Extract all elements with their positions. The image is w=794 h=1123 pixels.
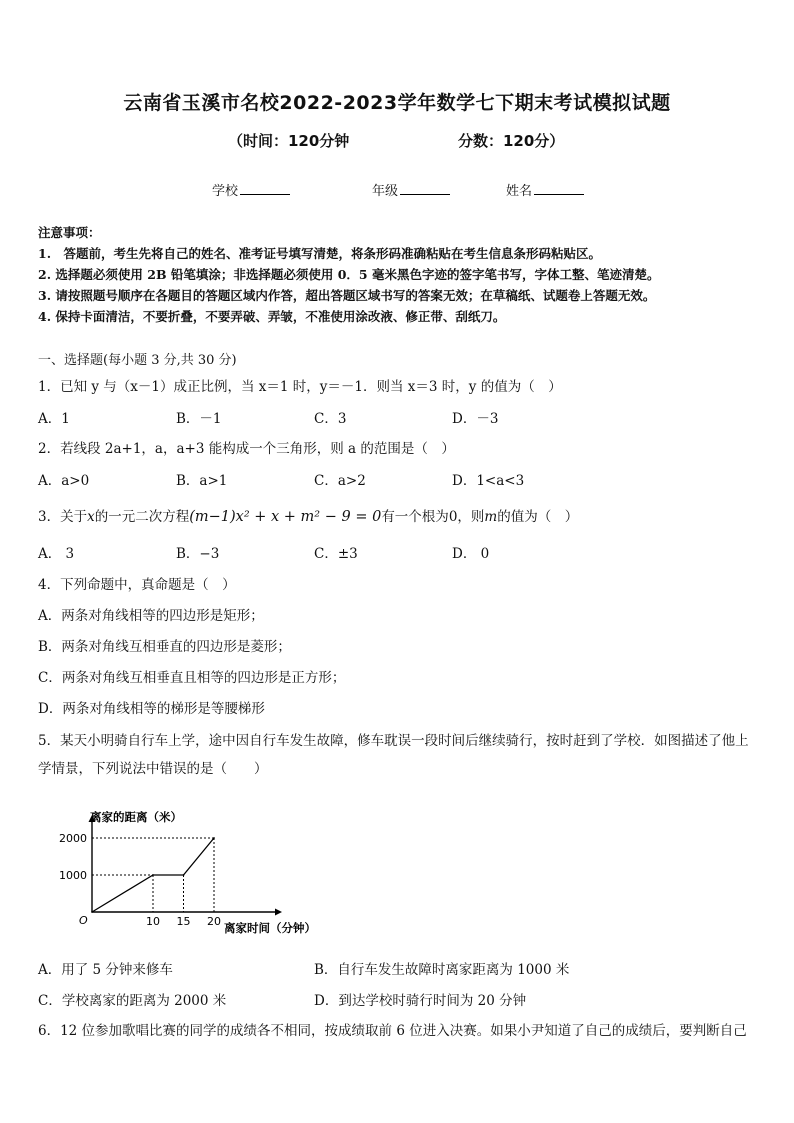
y-tick-label: 1000 [59,869,87,882]
grade-field[interactable] [372,180,450,199]
q3-equation: (m−1)x² + x + m² − 9 = 0 [189,509,382,525]
exam-title: 云南省玉溪市名校2022-2023学年数学七下期末考试模拟试题 [123,92,671,114]
question-3-stem [38,505,578,525]
notes-block [38,222,758,327]
question-6-stem: 6．12 位参加歌唱比赛的同学的成绩各不相同，按成绩取前 6 位进入决赛。如果小尹知道了自己的成绩后，要判断自己 [38,1023,747,1039]
question-2-stem: 2．若线段 2a+1，a，a+3 能构成一个三角形，则 a 的范围是（ ） [38,441,455,457]
notes-heading: 注意事项： [38,225,101,240]
x-axis-label: 离家时间（分钟） [224,921,316,935]
q1-option-b[interactable]: B．－1 [176,411,222,427]
q3-stem-part: ，则 [457,509,485,525]
q4-option-d[interactable]: D．两条对角线相等的梯形是等腰梯形 [38,701,265,717]
q3-option-d[interactable]: D． 0 [452,546,490,562]
q2-option-b[interactable]: B．a>1 [176,473,228,489]
note-item: 4. 保持卡面清洁，不要折叠，不要弄破、弄皱，不准使用涂改液、修正带、刮纸刀。 [38,309,506,324]
grade-blank[interactable] [400,182,450,195]
q5-option-b[interactable]: B．自行车发生故障时离家距离为 1000 米 [314,962,570,978]
school-label: 学校 [212,184,239,199]
q3-stem-part: 的值为（ ） [497,509,579,525]
q1-option-d[interactable]: D．－3 [452,411,499,427]
q5-option-d[interactable]: D．到达学校时骑行时间为 20 分钟 [314,993,527,1009]
distance-time-graph [50,800,350,935]
question-5-stem: 5．某天小明骑自行车上学，途中因自行车发生故障，修车耽误一段时间后继续骑行，按时赶到了学校．如图描述了他上学情景，下列说法中错误的是（ ） [38,733,749,777]
q4-option-a[interactable]: A．两条对角线相等的四边形是矩形； [38,608,264,624]
data-point [91,911,93,913]
data-point [183,874,185,876]
grade-label: 年级 [372,184,399,199]
q2-option-d[interactable]: D．1<a<3 [452,473,525,489]
x-tick-label: 10 [146,915,160,928]
school-field[interactable] [212,180,290,199]
y-axis-label: 离家的距离（米） [90,810,182,824]
question-1-stem: 1．已知 y 与（x－1）成正比例，当 x＝1 时，y＝－1．则当 x＝3 时，y 的值为（ ） [38,379,562,395]
q3-option-b[interactable]: B．−3 [176,546,220,562]
origin-label: O [79,914,88,927]
q3-var-m: m [484,509,498,525]
q1-option-a[interactable]: A．1 [38,411,70,427]
x-tick-label: 20 [207,915,221,928]
q3-var-x: x [87,509,95,525]
q3-option-c[interactable]: C．±3 [314,546,358,562]
school-blank[interactable] [240,182,290,195]
q2-option-a[interactable]: A．a>0 [38,473,90,489]
exam-score: 分数：120分） [458,132,565,150]
data-point [152,874,154,876]
x-axis-arrow [275,909,282,916]
section-heading: 一、选择题(每小题 3 分,共 30 分) [38,353,237,368]
name-blank[interactable] [534,182,584,195]
note-item: 3. 请按照题号顺序在各题目的答题区域内作答，超出答题区域书写的答案无效；在草稿纸、试题卷上答题无效。 [38,288,656,303]
q4-option-c[interactable]: C．两条对角线互相垂直且相等的四边形是正方形； [38,670,346,686]
q3-root-zero: 0 [448,509,458,525]
q1-option-c[interactable]: C．3 [314,411,347,427]
question-4-stem: 4．下列命题中，真命题是（ ） [38,577,236,593]
q2-option-c[interactable]: C．a>2 [314,473,366,489]
note-item: 2. 选择题必须使用 2B 铅笔填涂；非选择题必须使用 0．5 毫米黑色字迹的签字笔书写，字体工整、笔迹清楚。 [38,267,660,282]
q3-stem-part: 有一个根为 [381,509,449,525]
note-item: 1. 答题前，考生先将自己的姓名、准考证号填写清楚，将条形码准确粘贴在考生信息条形码粘贴区。 [38,246,602,261]
name-label: 姓名 [506,184,533,199]
q4-option-b[interactable]: B．两条对角线互相垂直的四边形是菱形； [38,639,291,655]
data-point [213,837,215,839]
y-tick-label: 2000 [59,832,87,845]
q3-option-a[interactable]: A． 3 [38,546,75,562]
q3-stem-part: 3．关于 [38,509,88,525]
exam-time: （时间：120分钟 [228,132,350,150]
x-tick-label: 15 [176,915,191,928]
name-field[interactable] [506,180,584,199]
q5-option-a[interactable]: A．用了 5 分钟来修车 [38,962,173,978]
q3-stem-part: 的一元二次方程 [94,509,190,525]
q5-option-c[interactable]: C．学校离家的距离为 2000 米 [38,993,227,1009]
